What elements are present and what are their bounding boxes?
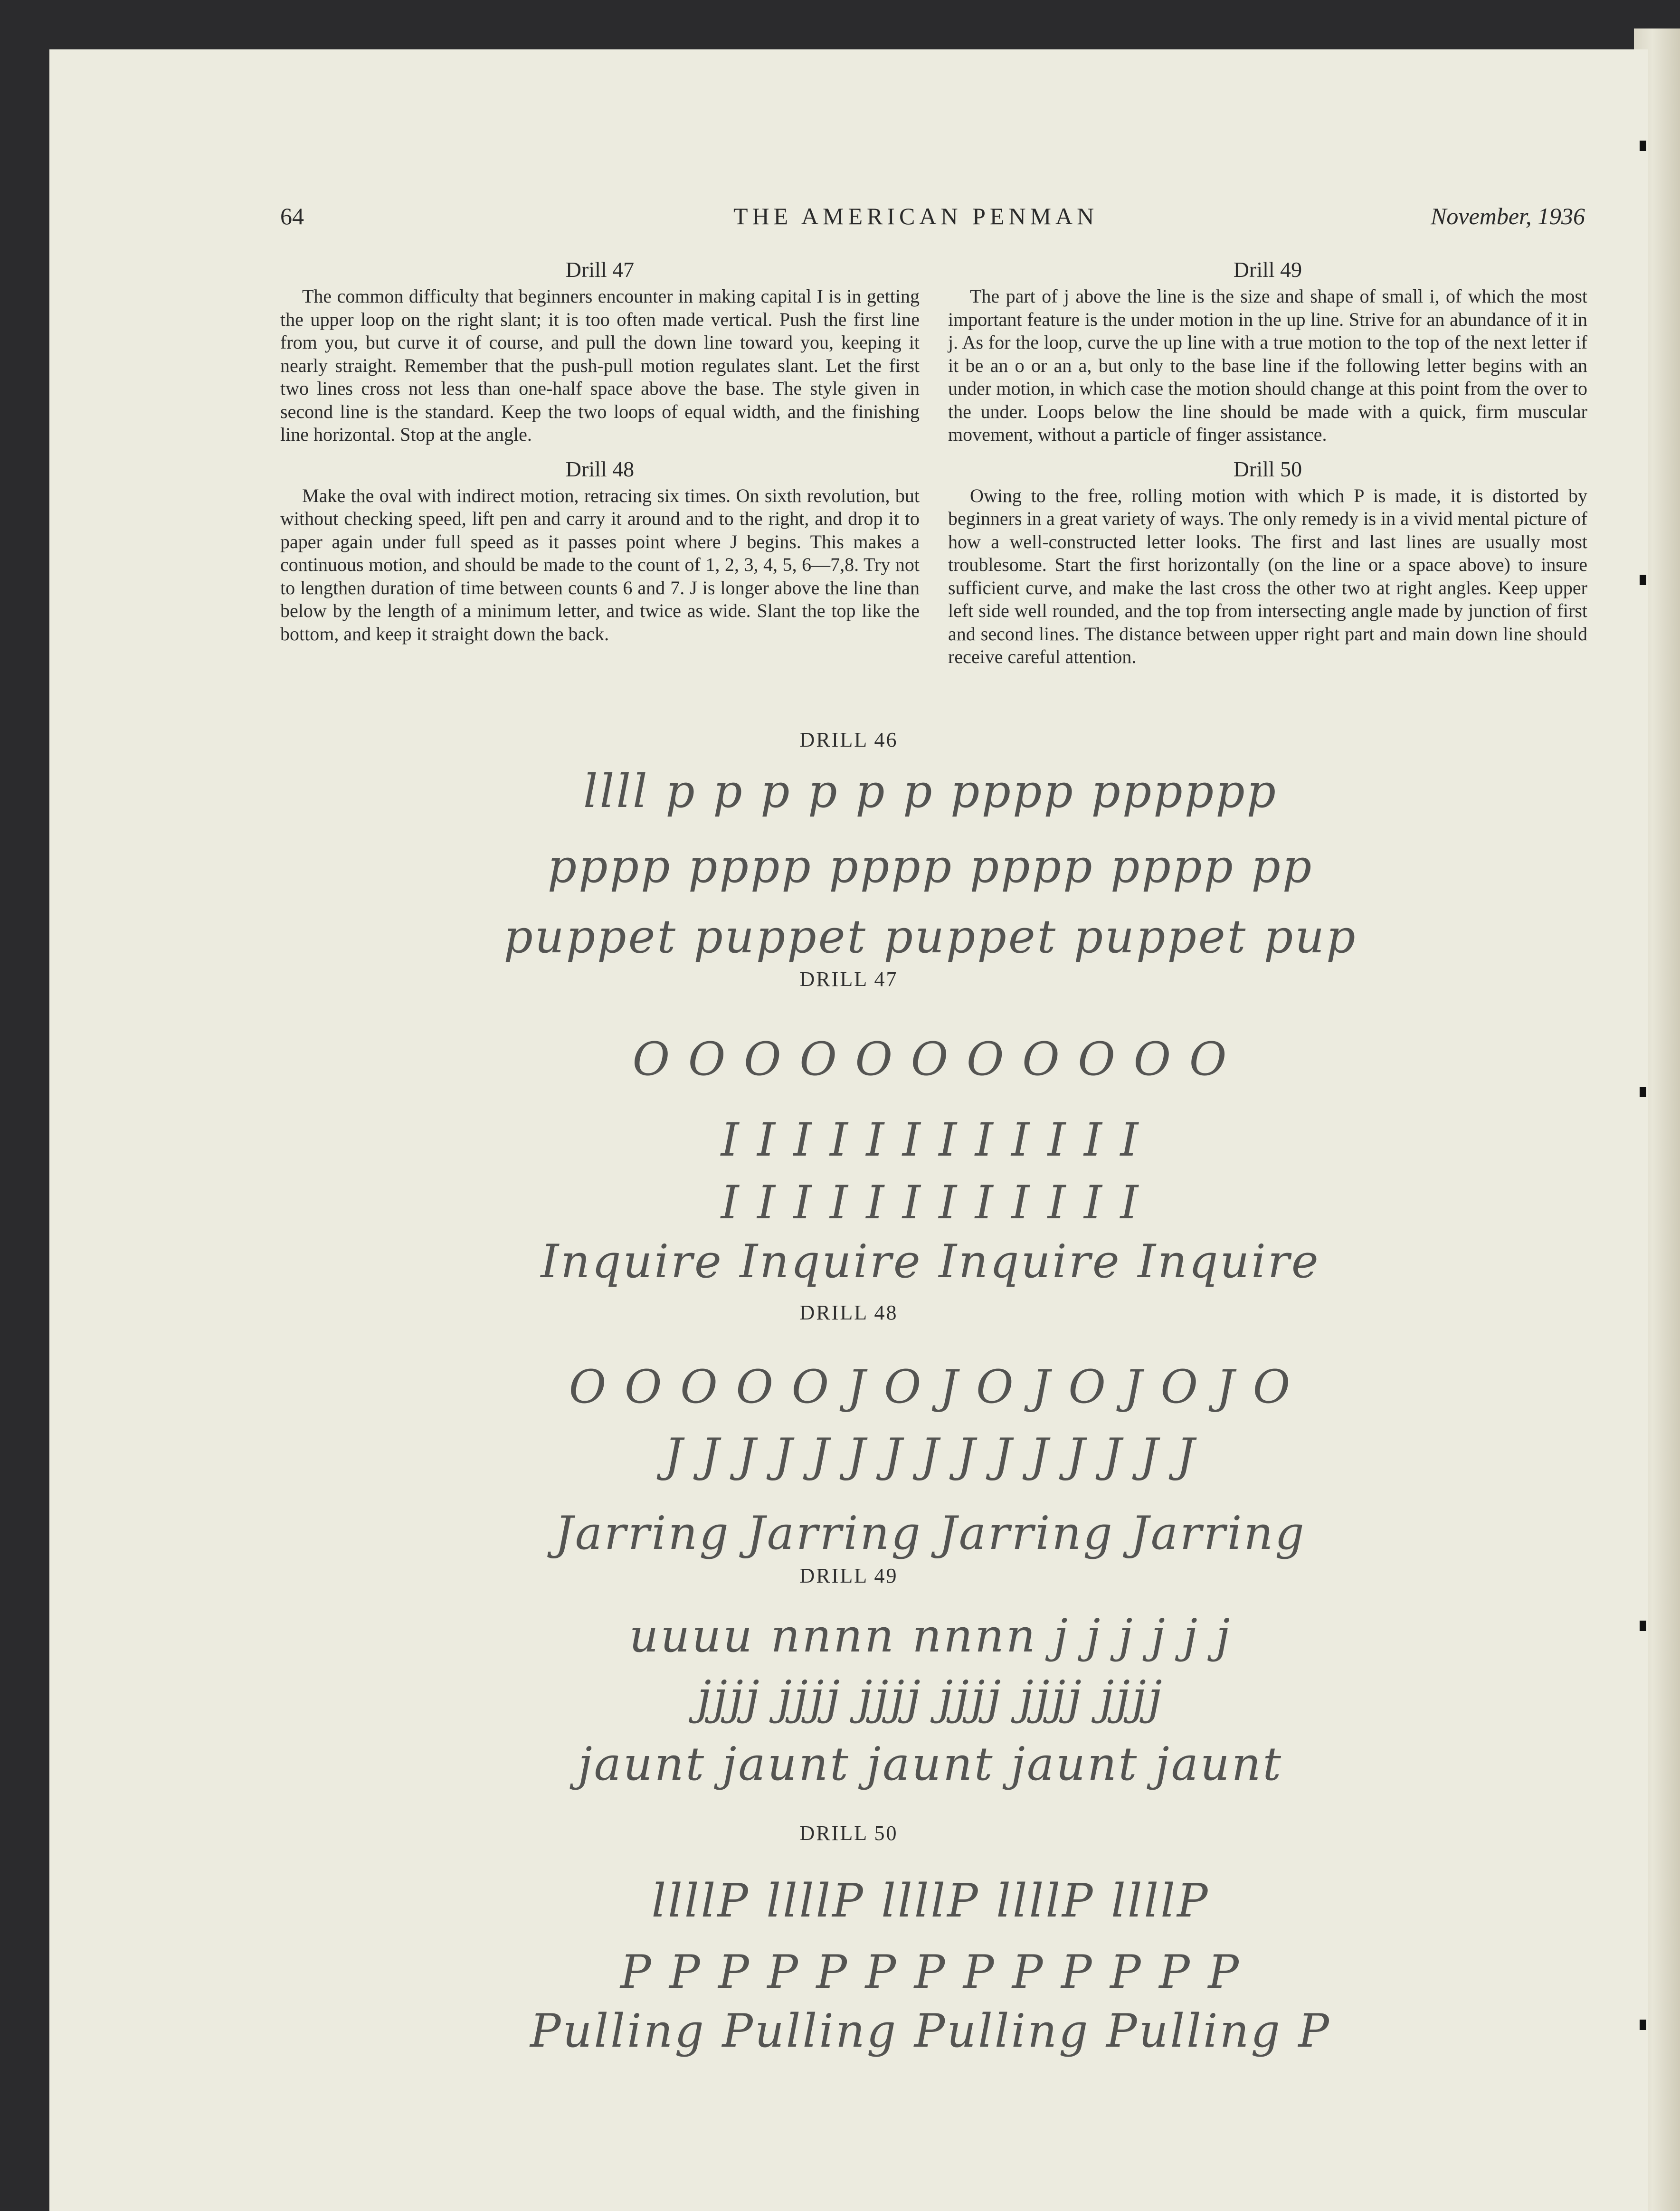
script-text: O O O O O O O O O O O bbox=[632, 1033, 1229, 1086]
script-line bbox=[330, 1031, 1531, 1088]
edge-mark bbox=[1640, 1087, 1646, 1097]
script-line bbox=[330, 2002, 1531, 2059]
script-line bbox=[330, 1427, 1531, 1484]
edge-mark bbox=[1640, 2020, 1646, 2030]
issue-date: November, 1936 bbox=[1431, 203, 1585, 229]
magazine-title: THE AMERICAN PENMAN bbox=[733, 203, 1099, 229]
plate-title: DRILL 49 bbox=[799, 1564, 898, 1587]
script-text: Jarring Jarring Jarring Jarring bbox=[555, 1507, 1306, 1560]
script-line bbox=[330, 1233, 1531, 1290]
script-text: I I I I I I I I I I I I bbox=[721, 1176, 1140, 1229]
script-text: J J J J J J J J J J J J J J J bbox=[664, 1429, 1197, 1482]
drill-47-text: The common difficulty that beginners encounter in making capital I is in getting the upper loop on the right slant; it is too often made vertical. Push the first line from you, but curve it of course, and pull the down line toward you, keeping it nearly straight. Remember that the push-pull motion regulates slant. Let the first two lines cross not less than one-half space above the base. The style given in second line is the standard. Keep the two loops of equal width, and the finishing line horizontal. Stop at the angle. bbox=[280, 285, 920, 445]
edge-mark bbox=[1640, 141, 1646, 151]
edge-mark bbox=[1640, 575, 1646, 585]
plate-title: DRILL 47 bbox=[799, 968, 898, 991]
drill-50-heading: Drill 50 bbox=[1233, 456, 1302, 481]
script-line bbox=[330, 1358, 1531, 1415]
edge-mark bbox=[1640, 1621, 1646, 1631]
drill-49-heading: Drill 49 bbox=[1233, 257, 1302, 282]
left-text-column bbox=[280, 256, 920, 655]
script-line bbox=[330, 763, 1531, 820]
right-text-column bbox=[948, 256, 1587, 678]
script-line bbox=[330, 1111, 1531, 1168]
script-line bbox=[330, 1607, 1531, 1664]
plate-title: DRILL 46 bbox=[799, 728, 898, 751]
drill-48-text: Make the oval with indirect motion, retracing six times. On sixth revolution, but without checking speed, lift pen and carry it around and to the right, and drop it to paper again under full speed as it passes point where J begins. This makes a continuous motion, and should be made to the count of 1, 2, 3, 4, 5, 6—7,8. Try not to lengthen duration of time between counts 6 and 7. J is longer above the line than below by the length of a minimum letter, and twice as wide. Slant the top like the bottom, and keep it straight down the back. bbox=[280, 484, 920, 645]
script-text: jjjj jjjj jjjj jjjj jjjj jjjj bbox=[697, 1671, 1164, 1724]
script-text: pppp pppp pppp pppp pppp pp bbox=[547, 840, 1314, 893]
script-line bbox=[330, 1736, 1531, 1793]
script-text: Pulling Pulling Pulling Pulling P bbox=[530, 2004, 1331, 2058]
script-text: P P P P P P P P P P P P P bbox=[620, 1945, 1241, 1999]
script-text: Inquire Inquire Inquire Inquire bbox=[541, 1235, 1320, 1288]
script-text: llll p p p p p p pppp pppppp bbox=[583, 765, 1278, 818]
script-text: uuuu nnnn nnnn j j j j j j bbox=[629, 1609, 1232, 1662]
plate-title: DRILL 48 bbox=[799, 1301, 898, 1324]
script-text: I I I I I I I I I I I I bbox=[721, 1113, 1140, 1167]
drill-47-heading: Drill 47 bbox=[565, 257, 635, 282]
script-text: puppet puppet puppet puppet pup bbox=[503, 910, 1357, 963]
drill-50-text: Owing to the free, rolling motion with which P is made, it is distorted by beginners in a great variety of ways. The only remedy is in a vivid mental picture of how a well-constructed letter looks. The first and last lines are usually most troublesome. Start the first horizontally (on the line or a space above) to insure sufficient curve, and make the last cross the other two at right angles. Keep upper left side well rounded, and the top from intersecting angle made by junction of first and second lines. The distance between upper right part and main down line should receive careful attention. bbox=[948, 484, 1587, 667]
script-line bbox=[330, 1944, 1531, 2001]
page-number: 64 bbox=[280, 203, 304, 229]
script-line bbox=[330, 838, 1531, 895]
script-line bbox=[330, 1872, 1531, 1929]
script-text: llllP llllP llllP llllP llllP bbox=[651, 1874, 1210, 1927]
script-line bbox=[330, 1505, 1531, 1562]
script-text: O O O O O J O J O J O J O J O bbox=[569, 1360, 1292, 1414]
magazine-page bbox=[49, 49, 1648, 2211]
script-line bbox=[330, 908, 1531, 965]
script-line bbox=[330, 1669, 1531, 1726]
plate-title: DRILL 50 bbox=[799, 1822, 898, 1845]
script-text: jaunt jaunt jaunt jaunt jaunt bbox=[578, 1737, 1283, 1791]
drill-49-text: The part of j above the line is the size and shape of small i, of which the most important feature is the under motion in the up line. Strive for an abundance of it in j. As for the loop, curve the up line with a true motion to the top of the next letter if it be an o or an a, but only to the base line if the following letter begins with an under motion, in which case the motion should change at this point from the over to the under. Loops below the line should be made with a quick, firm muscular movement, without a particle of finger assistance. bbox=[948, 285, 1587, 445]
drill-48-heading: Drill 48 bbox=[565, 456, 635, 481]
script-line bbox=[330, 1174, 1531, 1231]
